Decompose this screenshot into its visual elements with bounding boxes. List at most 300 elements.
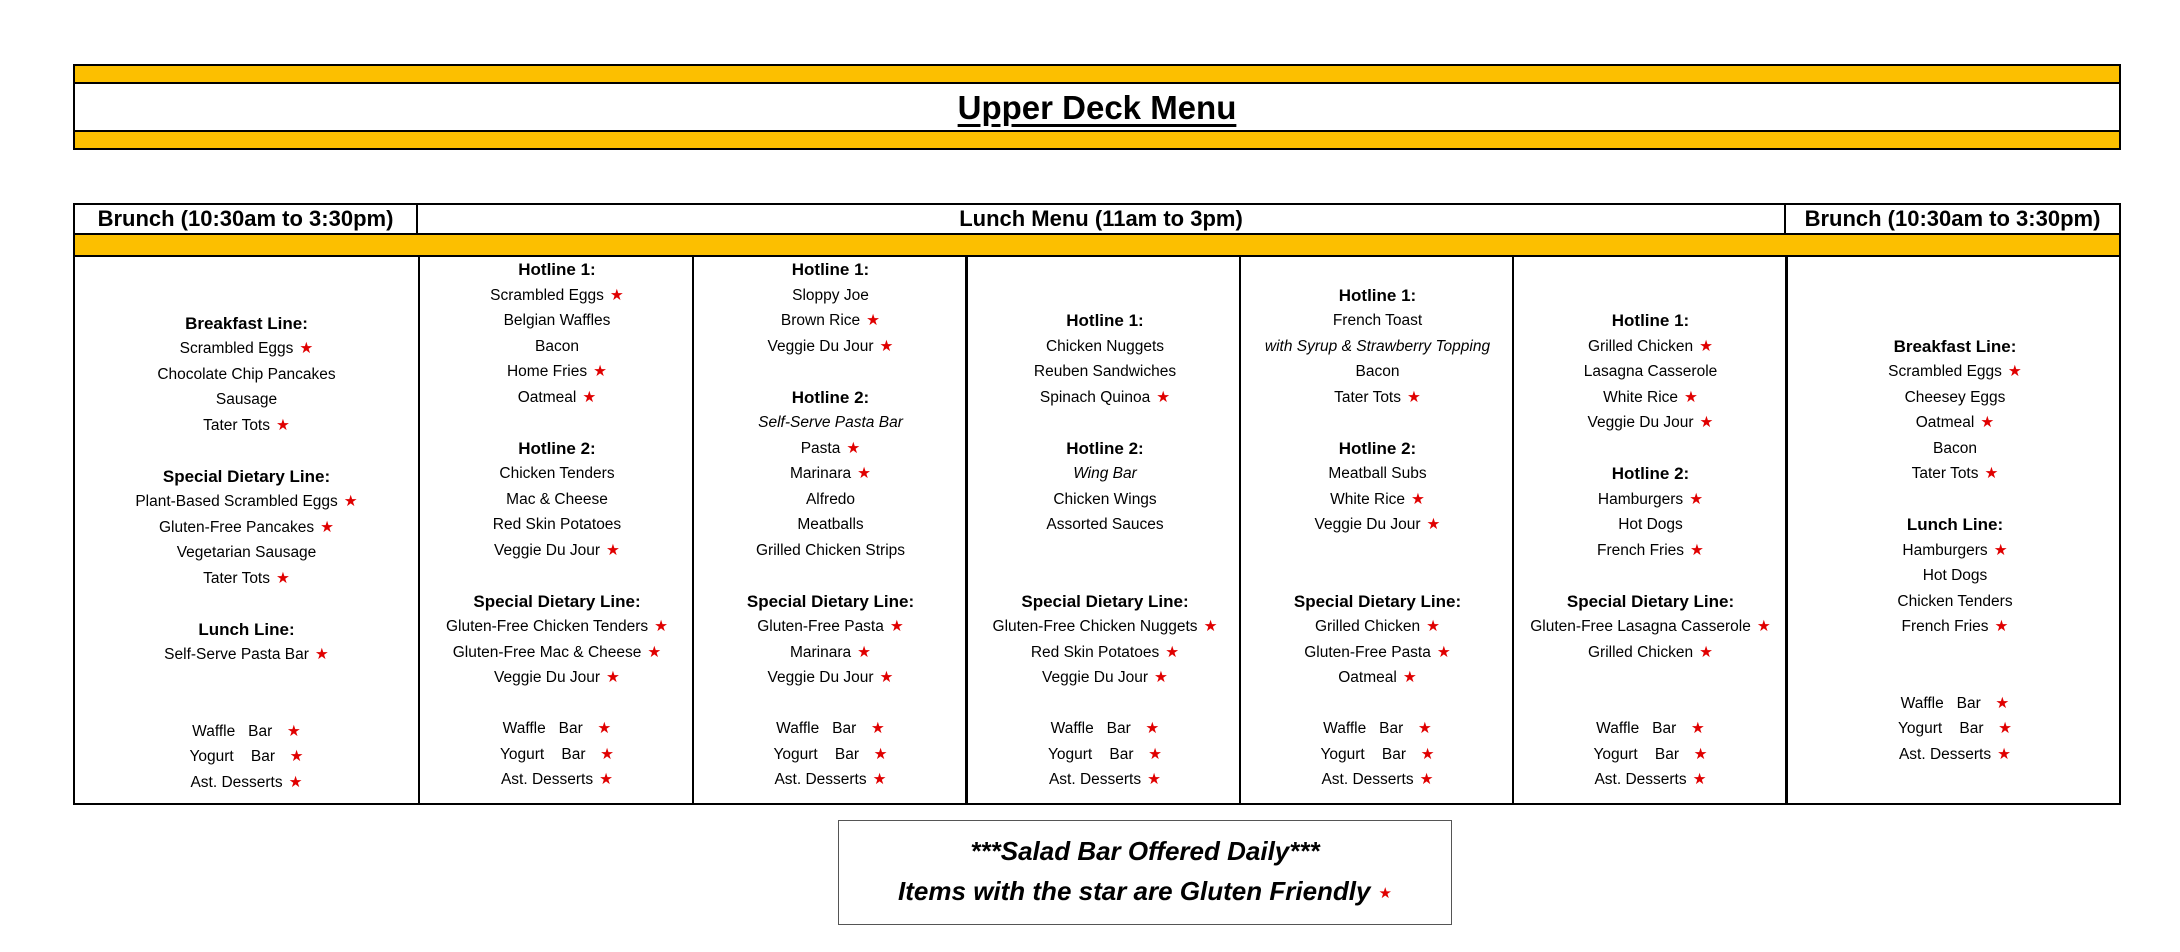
menu-item-label: Yogurt Bar — [773, 745, 868, 763]
menu-item-label: Brown Rice — [780, 312, 861, 329]
menu-item — [493, 512, 621, 538]
menu-item-label: Hotline 2: — [1338, 438, 1417, 458]
gluten-friendly-star-icon: ★ — [2007, 363, 2022, 380]
gluten-friendly-star-icon: ★ — [600, 745, 615, 763]
section-heading — [792, 257, 869, 283]
menu-item-label: Gluten-Free Mac & Cheese — [452, 643, 642, 661]
menu-item — [216, 387, 277, 413]
gluten-friendly-star-icon: ★ — [1419, 771, 1434, 788]
section-heading — [1612, 461, 1689, 487]
gluten-friendly-star-icon: ★ — [872, 771, 887, 788]
gluten-friendly-star-icon: ★ — [654, 618, 669, 635]
menu-item-label: Special Dietary Line: — [1566, 591, 1735, 611]
gluten-friendly-star-icon: ★ — [1756, 618, 1771, 635]
menu-item-label: Tater Tots — [203, 416, 270, 434]
menu-item-label: Marinara — [789, 465, 852, 482]
menu-item-label: French Toast — [1332, 312, 1423, 329]
menu-item — [203, 413, 290, 439]
page-title: Upper Deck Menu — [957, 89, 1237, 126]
gluten-friendly-star-icon: ★ — [1684, 388, 1698, 406]
menu-item-label: Ast. Desserts — [1048, 771, 1142, 788]
menu-item-label: Red Skin Potatoes — [1030, 643, 1160, 661]
menu-item-label: Wing Bar — [1073, 465, 1137, 482]
menu-item-label: Meatball Subs — [1328, 465, 1427, 482]
menu-item — [203, 566, 290, 592]
menu-item-label: Hotline 2: — [1611, 464, 1690, 483]
menu-item-label: Hotline 2: — [791, 387, 870, 407]
menu-item-label: Yogurt Bar — [1897, 720, 1993, 737]
menu-item-label: Lunch Line: — [1906, 515, 2004, 534]
gluten-friendly-star-icon: ★ — [314, 646, 329, 663]
gluten-friendly-star-icon: ★ — [1436, 643, 1451, 661]
title-top-bar — [73, 64, 2121, 84]
menu-item — [1902, 538, 2007, 564]
menu-item-label: Waffle Bar — [1323, 720, 1412, 737]
menu-item-label: Sausage — [215, 391, 278, 408]
menu-item — [1320, 742, 1434, 768]
menu-item-label: Self-Serve Pasta Bar — [164, 646, 309, 663]
menu-item-label: Alfredo — [805, 490, 856, 508]
menu-item-label: Oatmeal — [517, 388, 577, 406]
menu-item — [1597, 538, 1704, 564]
gluten-friendly-star-icon: ★ — [857, 643, 872, 661]
menu-item — [1073, 461, 1137, 487]
menu-item-label: Hot Dogs — [1922, 567, 1988, 584]
section-heading — [1612, 308, 1689, 334]
menu-item-label: Special Dietary Line: — [746, 591, 915, 611]
menu-item-label: Tater Tots — [203, 569, 270, 587]
menu-item — [1323, 716, 1432, 742]
menu-item — [792, 283, 869, 309]
menu-item-label: Yogurt Bar — [1593, 745, 1688, 763]
menu-item — [1618, 512, 1683, 538]
menu-item — [1888, 359, 2022, 385]
section-heading — [1294, 589, 1461, 615]
menu-item — [192, 719, 301, 745]
header-brunch-left: Brunch (10:30am to 3:30pm) — [73, 203, 418, 235]
gluten-friendly-star-icon: ★ — [597, 720, 612, 737]
menu-item-label: Scrambled Eggs — [1888, 363, 2002, 380]
menu-item — [490, 283, 624, 309]
menu-item — [1042, 665, 1168, 691]
gluten-friendly-star-icon: ★ — [846, 439, 861, 457]
gluten-friendly-star-icon: ★ — [1689, 490, 1704, 508]
menu-item-label: Gluten-Free Chicken Nuggets — [992, 618, 1198, 635]
menu-item — [801, 436, 861, 462]
menu-item — [756, 538, 905, 564]
menu-item — [993, 614, 1218, 640]
gluten-friendly-star-icon: ★ — [1693, 745, 1708, 763]
menu-item-label: Assorted Sauces — [1046, 516, 1164, 533]
menu-item-label: Hotline 1: — [518, 260, 596, 279]
menu-item-label: Gluten-Free Lasagna Casserole — [1530, 618, 1751, 635]
menu-item — [1912, 461, 1999, 487]
gluten-friendly-star-icon: ★ — [1426, 618, 1440, 635]
gluten-friendly-star-icon: ★ — [606, 669, 620, 686]
menu-item-label: Oatmeal — [1915, 414, 1975, 431]
menu-item-label: Veggie Du Jour — [1587, 414, 1694, 431]
menu-item-label: Tater Tots — [1911, 465, 1979, 482]
menu-item — [494, 538, 620, 564]
gluten-friendly-star-icon: ★ — [1426, 516, 1441, 533]
menu-item-label: Waffle Bar — [1900, 694, 1990, 712]
title-bottom-bar — [73, 130, 2121, 150]
section-heading — [747, 589, 914, 615]
menu-item-label: Special Dietary Line: — [473, 591, 641, 611]
menu-item — [1588, 334, 1713, 360]
menu-item — [1901, 691, 2010, 717]
gluten-friendly-star-icon: ★ — [289, 748, 304, 765]
menu-item — [1321, 767, 1433, 793]
menu-item — [499, 461, 614, 487]
section-heading — [198, 617, 294, 643]
menu-item-label: Hamburgers — [1597, 490, 1684, 508]
menu-item-label: with Syrup & Strawberry Topping — [1264, 337, 1491, 355]
menu-item-label: Cheesey Eggs — [1904, 388, 2006, 406]
column-lunch-day-2 — [692, 255, 967, 803]
section-heading — [1907, 512, 2003, 538]
menu-item-label: Reuben Sandwiches — [1033, 363, 1177, 380]
section-heading — [1567, 589, 1734, 615]
column-lunch-day-1 — [418, 255, 694, 803]
section-heading — [1339, 283, 1416, 309]
menu-item — [797, 512, 863, 538]
gluten-friendly-star-icon: ★ — [599, 771, 614, 788]
menu-item — [781, 308, 880, 334]
menu-item — [1046, 334, 1164, 360]
menu-item — [189, 744, 303, 770]
gluten-friendly-star-icon: ★ — [1699, 337, 1713, 355]
menu-item — [1598, 487, 1703, 513]
menu-item-label: Spinach Quinoa — [1039, 388, 1151, 406]
gluten-friendly-star-icon: ★ — [1165, 643, 1180, 661]
gluten-friendly-star-icon: ★ — [343, 493, 358, 510]
menu-item-label: Grilled Chicken Strips — [755, 541, 906, 559]
menu-item — [758, 410, 903, 436]
menu-item-label: Yogurt Bar — [1320, 745, 1415, 763]
menu-item — [768, 334, 894, 360]
menu-item-label: Gluten-Free Pasta — [1304, 643, 1431, 661]
menu-item — [504, 308, 611, 334]
menu-item — [806, 487, 855, 513]
salad-bar-note: ***Salad Bar Offered Daily*** — [970, 836, 1320, 867]
menu-item — [1049, 767, 1161, 793]
gluten-friendly-star-icon: ★ — [1145, 720, 1160, 737]
menu-item — [1594, 767, 1706, 793]
menu-item — [159, 515, 334, 541]
menu-item — [1902, 614, 2009, 640]
menu-item — [1898, 716, 2012, 742]
menu-item-label: Belgian Waffles — [503, 312, 611, 329]
menu-item — [1031, 640, 1179, 666]
menu-item — [1899, 742, 2011, 768]
menu-item-label: Chicken Wings — [1053, 490, 1157, 508]
menu-item-label: Tater Tots — [1334, 388, 1401, 406]
menu-item — [518, 385, 597, 411]
menu-item — [135, 489, 357, 515]
menu-item — [1916, 410, 1995, 436]
header-gold-bar — [73, 233, 2121, 257]
menu-item — [757, 614, 904, 640]
menu-item — [1046, 512, 1163, 538]
menu-item-label: Bacon — [1355, 363, 1400, 380]
menu-item-label: Chicken Tenders — [1897, 592, 2013, 610]
menu-item — [500, 742, 614, 768]
gluten-friendly-star-icon: ★ — [288, 773, 303, 791]
star-icon: ★ — [1378, 884, 1392, 902]
gluten-friendly-star-icon: ★ — [857, 465, 872, 482]
menu-item-label: Yogurt Bar — [499, 745, 595, 763]
menu-item — [1053, 487, 1156, 513]
section-heading — [185, 311, 308, 337]
menu-item-label: Special Dietary Line: — [162, 466, 331, 486]
menu-item-label: Veggie Du Jour — [494, 541, 601, 559]
menu-item — [1048, 742, 1162, 768]
menu-item-label: Hotline 1: — [791, 260, 870, 279]
title-banner — [73, 84, 2121, 132]
menu-item-label: Waffle Bar — [192, 722, 281, 740]
menu-item-label: Veggie Du Jour — [1042, 669, 1149, 686]
menu-item-label: Lasagna Casserole — [1583, 363, 1718, 380]
gluten-friendly-star-icon: ★ — [879, 669, 894, 686]
menu-item — [1897, 589, 2012, 615]
section-heading — [1066, 308, 1143, 334]
menu-item-label: Hotline 1: — [1066, 311, 1144, 330]
menu-item-label: Waffle Bar — [776, 720, 865, 737]
menu-item — [1333, 308, 1422, 334]
menu-item-label: Bacon — [1933, 439, 1977, 457]
gluten-note-text: Items with the star are Gluten Friendly — [898, 876, 1371, 907]
gluten-friendly-star-icon: ★ — [1402, 669, 1417, 686]
gluten-note-box — [838, 820, 1452, 925]
gluten-friendly-star-icon: ★ — [1156, 388, 1171, 406]
section-heading — [1021, 589, 1188, 615]
menu-item — [1330, 487, 1425, 513]
menu-item — [190, 770, 302, 796]
gluten-friendly-star-icon: ★ — [276, 569, 290, 587]
header-brunch-right: Brunch (10:30am to 3:30pm) — [1784, 203, 2121, 235]
menu-item — [773, 742, 887, 768]
section-heading — [163, 464, 330, 490]
menu-item — [164, 642, 329, 668]
menu-item-label: Waffle Bar — [502, 720, 592, 737]
menu-item — [535, 334, 579, 360]
menu-item-label: Home Fries — [506, 363, 588, 380]
menu-item — [1923, 563, 1988, 589]
gluten-friendly-star-icon: ★ — [593, 363, 607, 380]
section-heading — [518, 257, 595, 283]
column-lunch-day-3 — [965, 255, 1242, 803]
menu-item-label: Veggie Du Jour — [1314, 516, 1421, 533]
menu-item-label: Hotline 2: — [518, 438, 596, 458]
menu-item — [1338, 665, 1417, 691]
menu-item — [1315, 512, 1441, 538]
menu-item-label: Lunch Line: — [198, 619, 295, 639]
menu-item-label: White Rice — [1603, 388, 1679, 406]
gluten-friendly-star-icon: ★ — [1998, 720, 2013, 737]
menu-item — [768, 665, 894, 691]
menu-item-label: Oatmeal — [1338, 669, 1397, 686]
menu-item — [1034, 359, 1176, 385]
gluten-friendly-star-icon: ★ — [1995, 694, 2010, 712]
menu-item-label: Yogurt Bar — [189, 748, 284, 765]
section-heading — [1066, 436, 1143, 462]
gluten-friendly-star-icon: ★ — [286, 722, 301, 740]
menu-item — [1265, 334, 1490, 360]
menu-item — [506, 487, 608, 513]
gluten-friendly-star-icon: ★ — [1420, 745, 1435, 763]
menu-item — [501, 767, 613, 793]
menu-item — [446, 614, 668, 640]
menu-item — [774, 767, 886, 793]
menu-item-label: Scrambled Eggs — [179, 340, 294, 357]
menu-item — [1334, 385, 1421, 411]
menu-item-label: Hot Dogs — [1618, 516, 1683, 533]
menu-item-label: Ast. Desserts — [500, 771, 594, 788]
section-heading — [473, 589, 640, 615]
gluten-friendly-star-icon: ★ — [1699, 414, 1714, 431]
menu-item-label: Gluten-Free Pasta — [757, 618, 884, 635]
menu-item — [453, 640, 662, 666]
menu-item-label: Mac & Cheese — [506, 490, 608, 508]
menu-item-label: Hotline 1: — [1338, 285, 1417, 305]
menu-item-label: Hotline 2: — [1066, 438, 1144, 458]
menu-item — [157, 362, 335, 388]
gluten-friendly-star-icon: ★ — [1417, 720, 1432, 737]
gluten-friendly-star-icon: ★ — [609, 286, 624, 304]
gluten-friendly-star-icon: ★ — [1203, 618, 1218, 635]
section-heading — [1339, 436, 1416, 462]
menu-item-label: Gluten-Free Pancakes — [159, 518, 315, 536]
menu-item — [1328, 461, 1426, 487]
section-heading — [1894, 334, 2017, 360]
menu-item-label: Grilled Chicken — [1587, 643, 1694, 661]
menu-item — [507, 359, 607, 385]
menu-item-label: Special Dietary Line: — [1021, 591, 1189, 611]
menu-item-label: Grilled Chicken — [1587, 337, 1694, 355]
menu-item-label: French Fries — [1901, 618, 1989, 635]
menu-item-label: Self-Serve Pasta Bar — [758, 414, 903, 431]
menu-item-label: Ast. Desserts — [1594, 771, 1687, 788]
header-lunch-menu: Lunch Menu (11am to 3pm) — [416, 203, 1786, 235]
menu-item-label: Hotline 1: — [1611, 311, 1690, 330]
gluten-friendly-star-icon: ★ — [1411, 490, 1425, 508]
menu-item-label: Pasta — [800, 439, 841, 457]
menu-item — [1356, 359, 1400, 385]
menu-item-label: Ast. Desserts — [190, 773, 283, 791]
gluten-friendly-star-icon: ★ — [582, 388, 597, 406]
gluten-friendly-star-icon: ★ — [647, 643, 662, 661]
gluten-friendly-star-icon: ★ — [1407, 388, 1421, 406]
menu-item — [1530, 614, 1770, 640]
menu-item-label: Veggie Du Jour — [767, 669, 874, 686]
menu-item-label: Grilled Chicken — [1314, 618, 1421, 635]
menu-item-label: Special Dietary Line: — [1293, 591, 1462, 611]
menu-item — [790, 640, 871, 666]
gluten-friendly-star-icon: ★ — [1690, 541, 1704, 559]
column-lunch-day-5 — [1512, 255, 1787, 803]
gluten-friendly-star-icon: ★ — [1994, 618, 2009, 635]
menu-item — [494, 665, 620, 691]
menu-item-label: Gluten-Free Chicken Tenders — [445, 618, 649, 635]
gluten-friendly-star-icon: ★ — [873, 745, 888, 763]
gluten-friendly-star-icon: ★ — [1147, 771, 1162, 788]
menu-item — [1905, 385, 2006, 411]
menu-item-label: Plant-Based Scrambled Eggs — [135, 493, 338, 510]
menu-item-label: Scrambled Eggs — [490, 286, 604, 304]
gluten-friendly-star-icon: ★ — [1699, 643, 1713, 661]
gluten-friendly-star-icon: ★ — [879, 337, 894, 355]
menu-item — [1603, 385, 1698, 411]
gluten-friendly-star-icon: ★ — [870, 720, 885, 737]
menu-item-label: Breakfast Line: — [185, 313, 308, 333]
menu-item-label: Breakfast Line: — [1893, 336, 2017, 356]
menu-item-label: Veggie Du Jour — [494, 669, 601, 686]
menu-item — [1584, 359, 1718, 385]
gluten-friendly-star-icon: ★ — [1997, 745, 2012, 763]
menu-item — [1051, 716, 1160, 742]
column-brunch-right — [1785, 255, 2122, 803]
gluten-friendly-star-icon: ★ — [889, 618, 904, 635]
menu-item — [1933, 436, 1977, 462]
gluten-friendly-star-icon: ★ — [276, 416, 290, 434]
menu-item-label: Vegetarian Sausage — [176, 544, 317, 561]
menu-item-label: Waffle Bar — [1050, 720, 1140, 737]
menu-item-label: Marinara — [789, 643, 852, 661]
menu-item-label: Meatballs — [797, 516, 864, 533]
menu-item — [1588, 640, 1713, 666]
menu-grid — [73, 255, 2121, 805]
menu-item-label: Ast. Desserts — [774, 771, 867, 788]
menu-item — [1596, 716, 1705, 742]
menu-item — [180, 336, 314, 362]
menu-item-label: Sloppy Joe — [792, 286, 869, 304]
menu-item-label: Red Skin Potatoes — [492, 516, 622, 533]
menu-item — [790, 461, 871, 487]
gluten-friendly-star-icon: ★ — [1154, 669, 1168, 686]
menu-item — [503, 716, 612, 742]
gluten-friendly-note — [898, 871, 1392, 913]
menu-item — [1593, 742, 1707, 768]
gluten-friendly-star-icon: ★ — [1984, 465, 1999, 482]
menu-item-label: Chicken Tenders — [499, 465, 615, 482]
menu-item-label: Chicken Nuggets — [1045, 337, 1165, 355]
menu-item-label: Waffle Bar — [1596, 720, 1685, 737]
menu-item-label: Ast. Desserts — [1321, 771, 1414, 788]
gluten-friendly-star-icon: ★ — [1148, 745, 1163, 763]
section-heading — [518, 436, 595, 462]
menu-item — [1588, 410, 1714, 436]
gluten-friendly-star-icon: ★ — [320, 518, 334, 536]
menu-item-label: Bacon — [535, 337, 579, 355]
section-heading — [792, 385, 869, 411]
menu-item-label: White Rice — [1330, 490, 1406, 508]
gluten-friendly-star-icon: ★ — [1690, 720, 1705, 737]
column-brunch-left — [75, 255, 418, 803]
gluten-friendly-star-icon: ★ — [606, 541, 620, 559]
gluten-friendly-star-icon: ★ — [1980, 414, 1995, 431]
menu-item-label: French Fries — [1597, 541, 1685, 559]
menu-item — [1304, 640, 1451, 666]
menu-item — [776, 716, 885, 742]
gluten-friendly-star-icon: ★ — [299, 340, 314, 357]
menu-item-label: Ast. Desserts — [1898, 745, 1992, 763]
menu-item — [1040, 385, 1170, 411]
gluten-friendly-star-icon: ★ — [1993, 541, 2008, 559]
menu-item — [177, 540, 317, 566]
gluten-friendly-star-icon: ★ — [1692, 771, 1707, 788]
column-lunch-day-4 — [1239, 255, 1514, 803]
